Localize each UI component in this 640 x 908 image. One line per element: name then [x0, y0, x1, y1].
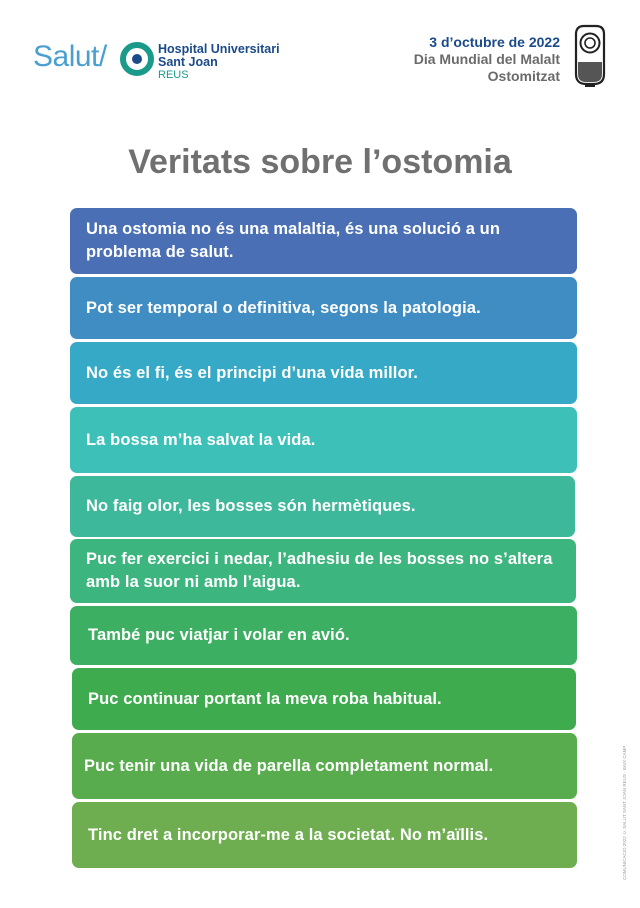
fact-text: Pot ser temporal o definitiva, segons la patologia.: [86, 298, 481, 317]
hospital-name-line2: Sant Joan: [158, 55, 218, 69]
fact-text: No faig olor, les bosses són hermètiques.: [86, 497, 416, 515]
hospital-name: [158, 43, 280, 82]
fact-card: [70, 342, 577, 404]
fact-card: [70, 407, 577, 473]
hospital-logo-icon: [120, 42, 154, 76]
fact-text: No és el fi, és el principi d’una vida millor.: [86, 363, 418, 382]
fact-text: També puc viatjar i volar en avió.: [88, 626, 350, 644]
fact-card: [70, 476, 575, 537]
fact-text: Puc tenir una vida de parella completament normal.: [84, 756, 494, 775]
page-title: Veritats sobre l’ostomia: [128, 143, 512, 181]
fact-text: Una ostomia no és una malaltia, és una solució a un problema de salut.: [86, 220, 501, 261]
fact-card: [70, 539, 576, 603]
hospital-name-line1: Hospital Universitari: [158, 42, 280, 56]
fact-card: [72, 668, 576, 730]
fact-text: Puc continuar portant la meva roba habitual.: [88, 689, 442, 708]
side-credit: COMUNICACIÓ 2022 © SALUT SANT JOAN REUS · BAIX CAMP: [622, 745, 627, 880]
fact-card: [72, 733, 577, 799]
event-date: 3 d’octubre de 2022: [429, 34, 560, 50]
event-name-line1: Dia Mundial del Malalt: [413, 51, 560, 67]
fact-card: [70, 606, 577, 665]
fact-card: [70, 208, 577, 274]
salut-logo: Salut/: [33, 40, 107, 73]
event-name-line2: Ostomitzat: [487, 68, 560, 84]
fact-text: La bossa m’ha salvat la vida.: [86, 430, 316, 449]
fact-card: [72, 802, 577, 868]
event-info: [414, 34, 560, 85]
fact-text: Tinc dret a incorporar-me a la societat. No m’aïllis.: [88, 825, 489, 844]
fact-text: Puc fer exercici i nedar, l’adhesiu de les bosses no s’altera amb la suor ni amb l’aigua.: [86, 550, 553, 591]
ostomy-bag-icon: [571, 24, 609, 88]
hospital-city: REUS: [158, 69, 189, 81]
fact-card: [70, 277, 577, 339]
